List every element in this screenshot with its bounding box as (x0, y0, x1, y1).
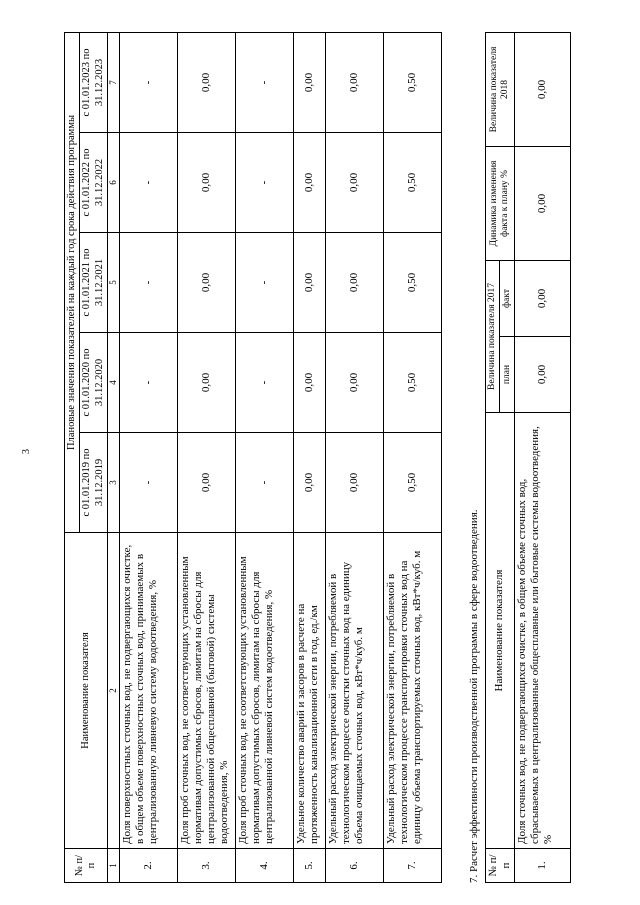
row-value: 0,00 (293, 433, 325, 533)
row-value: 0,00 (177, 233, 235, 333)
table-row (293, 32, 325, 882)
header-num: № п/п (486, 849, 515, 883)
colnum-cell: 5 (108, 233, 120, 333)
page-number: 3 (21, 449, 32, 454)
header-plan: план (500, 337, 514, 413)
row-value: - (235, 32, 293, 132)
row-value: 0,00 (293, 133, 325, 233)
header-year-2023: с 01.01.2023 по 31.12.2023 (80, 32, 108, 132)
row-value: 0,50 (383, 333, 441, 433)
row-num: 6. (325, 849, 383, 883)
row-indicator-name: Доля проб сточных вод, не соответствующих установленным нормативам допустимых сбросов, лимитам на сбросы для централизованной общесплавной (бытовой) системы водоотведения, % (177, 533, 235, 849)
table-row (514, 32, 570, 882)
header-value-2018: Величина показателя 2018 (486, 32, 515, 146)
column-numbers-row (108, 32, 120, 882)
row-value: 0,00 (325, 32, 383, 132)
row-value: - (119, 133, 177, 233)
row-value: - (119, 32, 177, 132)
table-row (325, 32, 383, 882)
row-indicator-name: Удельное количество аварий и засоров в расчете на протяженность канализационной сети в год, ед./км (293, 533, 325, 849)
row-indicator-name: Доля проб сточных вод, не соответствующих установленным нормативам допустимых сбросов, лимитам на сбросы для централизованной ливневой систем водоотведения, % (235, 533, 293, 849)
section-title: 7. Расчет эффективности производственной программы в сфере водоотведения. (468, 509, 480, 883)
row-value: - (235, 233, 293, 333)
colnum-cell: 1 (108, 849, 120, 883)
row-value: - (119, 333, 177, 433)
row-value: 0,00 (177, 133, 235, 233)
row-num: 4. (235, 849, 293, 883)
row-value: 0,50 (383, 433, 441, 533)
colnum-cell: 6 (108, 133, 120, 233)
row-indicator-name: Доля поверхностных сточных вод, не подвергающихся очистке, в общем объеме поверхностных сточных вод, принимаемых в централизованную ливневую систему водоотведения, % (119, 533, 177, 849)
table-row (235, 32, 293, 882)
colnum-cell: 3 (108, 433, 120, 533)
row-num: 7. (383, 849, 441, 883)
row-plan: 0,00 (514, 337, 570, 413)
row-indicator-name: Доля сточных вод, не подвергающихся очистке, в общем объеме сточных вод, сбрасываемых в централизованные общесплавные или бытовые системы водоотведения, % (514, 413, 570, 849)
row-value: 0,00 (293, 32, 325, 132)
row-value: 0,50 (383, 32, 441, 132)
row-value: 0,00 (293, 333, 325, 433)
row-num: 2. (119, 849, 177, 883)
row-value: 0,00 (177, 433, 235, 533)
row-value: 0,00 (293, 233, 325, 333)
row-value: - (235, 333, 293, 433)
row-indicator-name: Удельный расход электрической энергии, потребляемой в технологическом процессе очистки сточных вод на единицу объема очищаемых сточных вод, кВт*ч/куб. м (325, 533, 383, 849)
header-fact: факт (500, 260, 514, 336)
row-value: 0,00 (325, 233, 383, 333)
row-value: 0,00 (177, 32, 235, 132)
table-header-row (65, 32, 80, 882)
header-dynamics: Динамика изменения факта к плану % (486, 146, 515, 260)
row-value: - (235, 433, 293, 533)
header-year-2021: с 01.01.2021 по 31.12.2021 (80, 233, 108, 333)
row-indicator-name: Удельный расход электрической энергии, потребляемой в технологическом процессе транспортировки сточных вод на единицу объема транспортируемых сточных вод, кВт*ч/куб. м (383, 533, 441, 849)
header-value-2017: Величина показателя 2017 (486, 260, 500, 412)
row-dynamics: 0,00 (514, 146, 570, 260)
row-value: 0,00 (177, 333, 235, 433)
header-year-2020: с 01.01.2020 по 31.12.2020 (80, 333, 108, 433)
header-indicator-name: Наименование показателя (486, 413, 515, 849)
row-value: 0,50 (383, 233, 441, 333)
table-row (383, 32, 441, 882)
row-value: - (119, 233, 177, 333)
header-year-2022: с 01.01.2022 по 31.12.2022 (80, 133, 108, 233)
table-row (177, 32, 235, 882)
row-value: 0,00 (325, 333, 383, 433)
colnum-cell: 2 (108, 533, 120, 849)
row-value: 0,50 (383, 133, 441, 233)
header-num: № п/п (65, 849, 108, 883)
header-plan-values: Плановые значения показателей на каждый год срока действия программы (65, 32, 80, 532)
row-num: 3. (177, 849, 235, 883)
row-value: - (119, 433, 177, 533)
row-value-2018: 0,00 (514, 32, 570, 146)
efficiency-table (485, 32, 571, 883)
row-value: 0,00 (325, 433, 383, 533)
table-row (119, 32, 177, 882)
header-indicator-name: Наименование показателя (65, 533, 108, 849)
colnum-cell: 4 (108, 333, 120, 433)
table-header-row (486, 32, 500, 882)
row-value: - (235, 133, 293, 233)
row-num: 1. (514, 849, 570, 883)
header-year-2019: с 01.01.2019 по 31.12.2019 (80, 433, 108, 533)
row-num: 5. (293, 849, 325, 883)
target-indicators-table (64, 32, 442, 883)
colnum-cell: 7 (108, 32, 120, 132)
row-fact: 0,00 (514, 260, 570, 336)
row-value: 0,00 (325, 133, 383, 233)
